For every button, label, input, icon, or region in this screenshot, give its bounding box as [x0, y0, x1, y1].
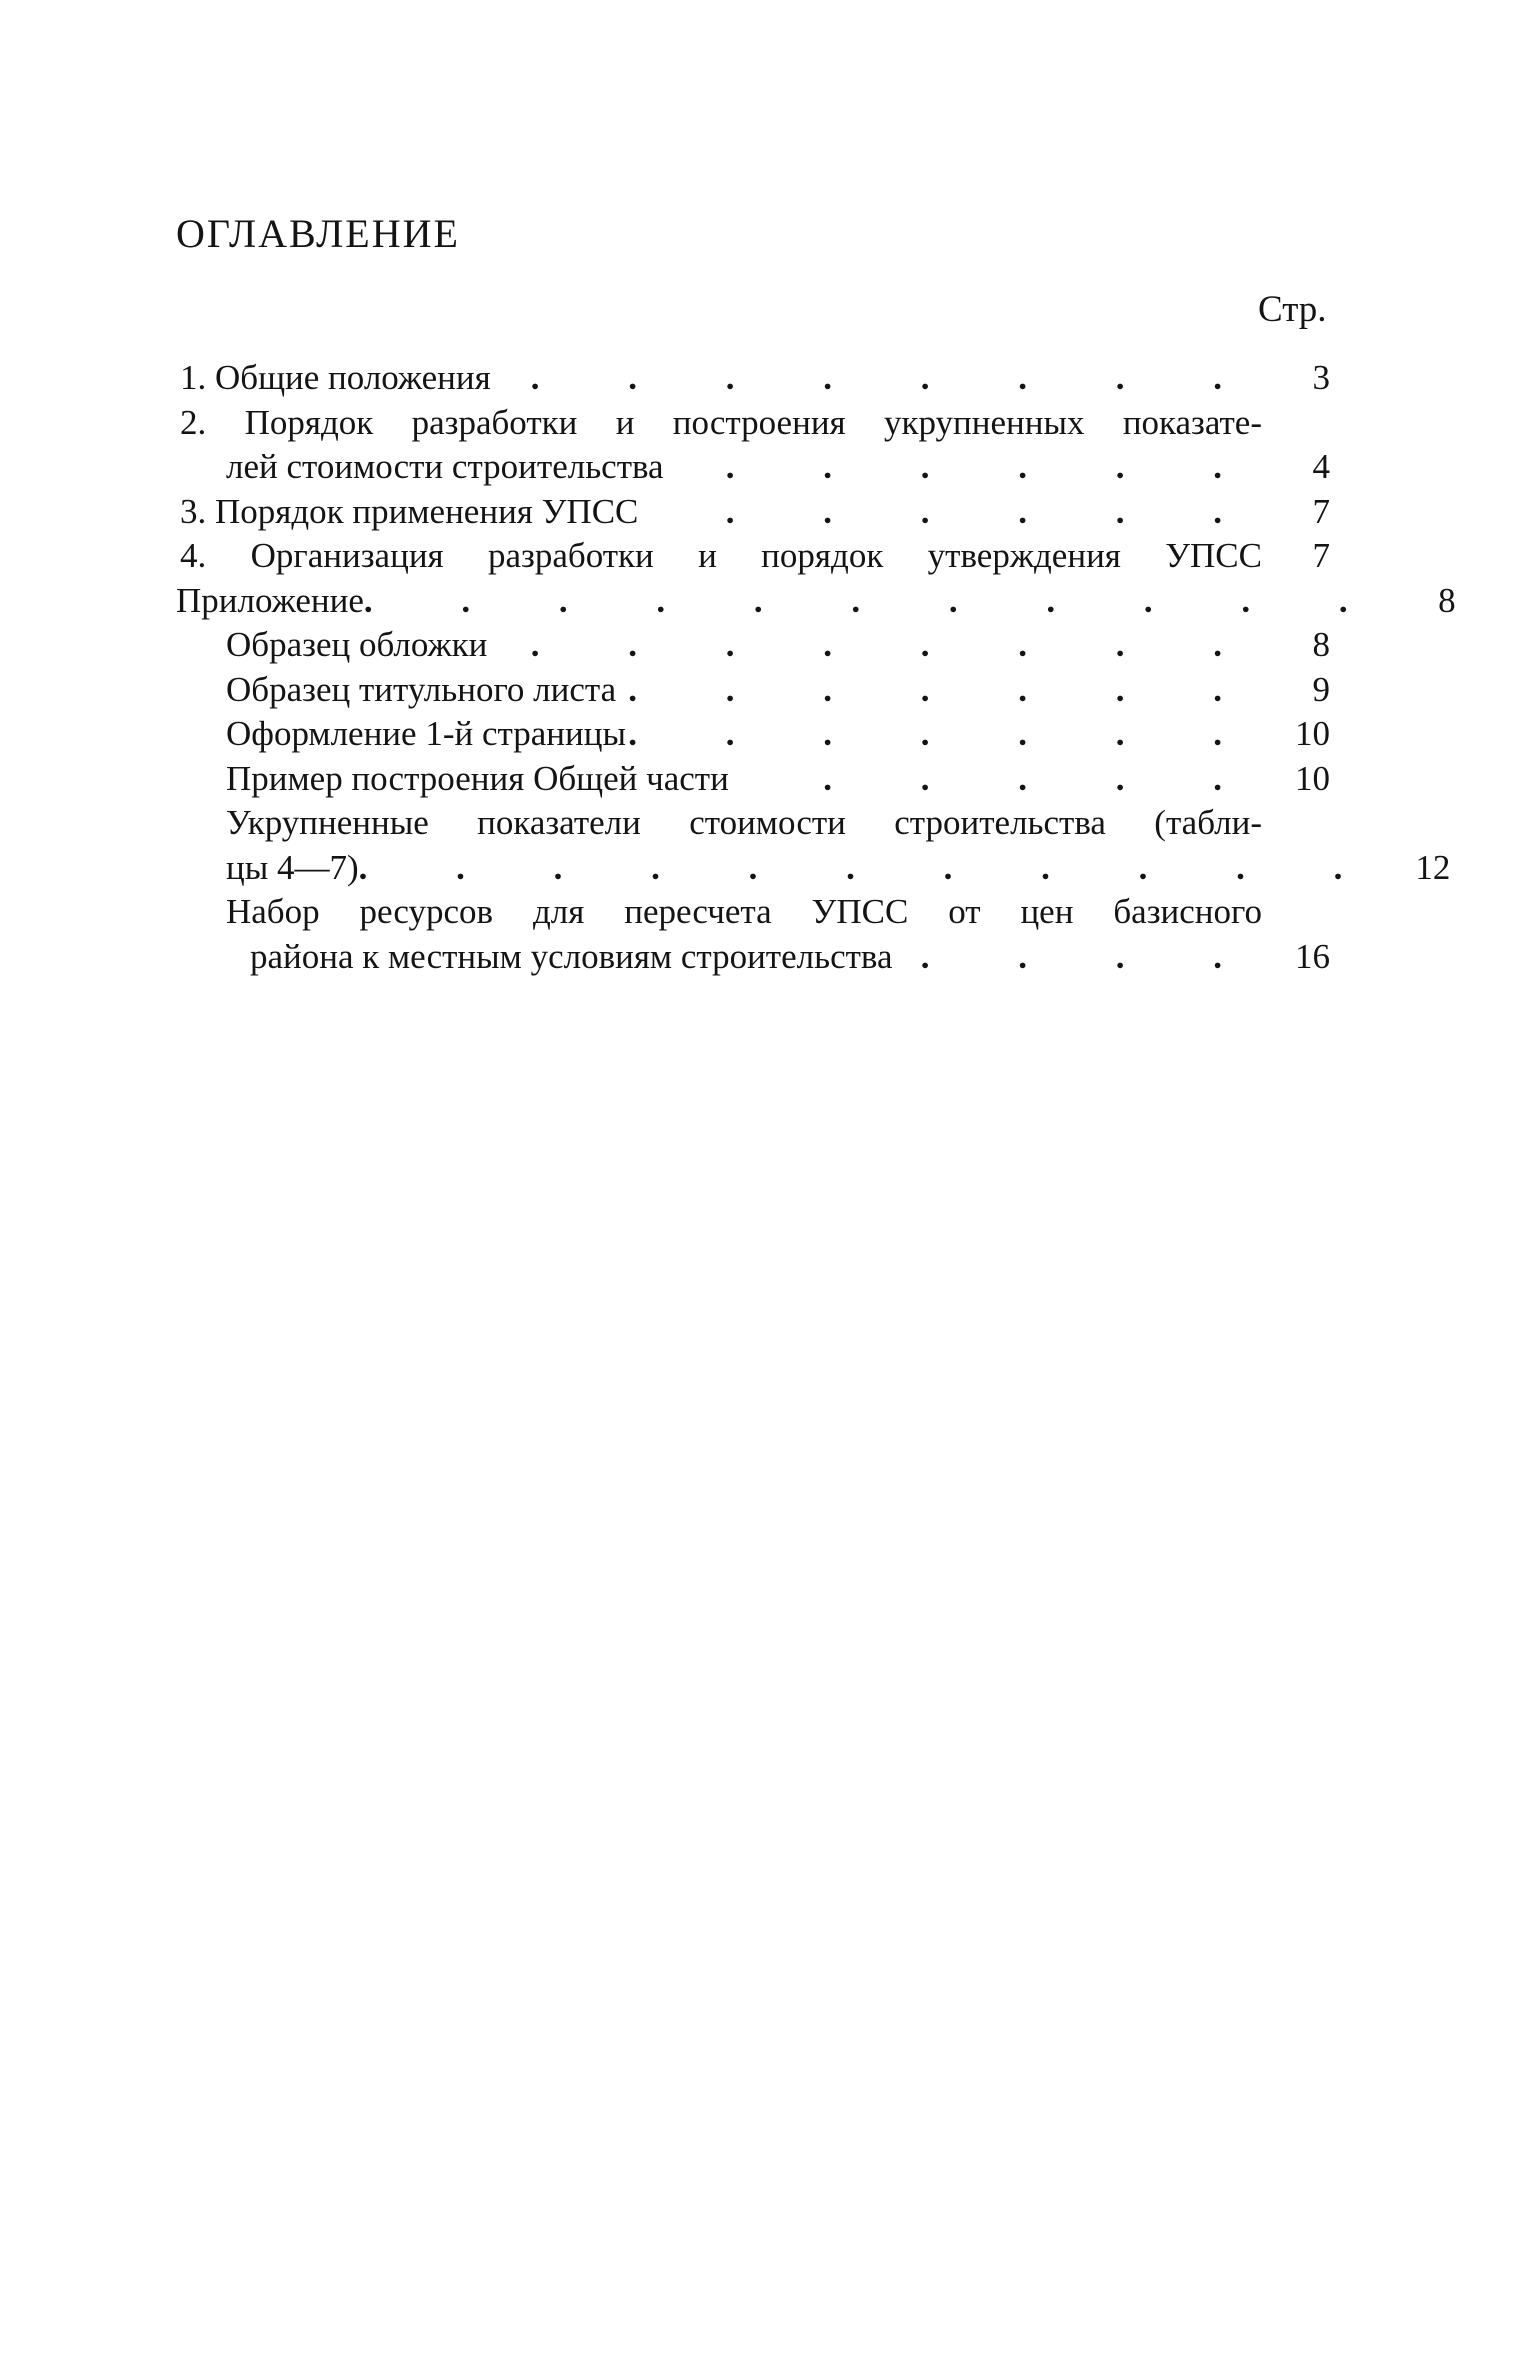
toc-entry-page: 7 [1312, 491, 1330, 531]
toc-entry-aggregated-indicators-line-1[interactable] [180, 801, 1330, 846]
toc-entry-title: 1. Общие положения [180, 358, 491, 397]
table-of-contents [176, 356, 1456, 979]
toc-entry-title: 4. Организация разработки и порядок утверждения УПСС [180, 536, 1262, 575]
toc-entry-first-page-layout[interactable] [180, 712, 1330, 757]
page-column-label: Стр. [1258, 289, 1327, 330]
toc-entry-page: 4 [1312, 447, 1330, 486]
toc-entry-title-line-1: Укрупненные показатели стоимости строительства (табли- [226, 803, 1262, 842]
toc-entry-resource-set-line-1[interactable] [180, 890, 1330, 935]
toc-entry-3[interactable] [180, 490, 1330, 535]
toc-entry-page: 10 [1295, 714, 1330, 753]
toc-entry-title-line-2: лей стоимости строительства [226, 447, 664, 486]
toc-entry-title: Пример построения Общей части [226, 758, 729, 798]
toc-entry-aggregated-indicators-line-2[interactable] [180, 846, 1451, 891]
toc-entry-title: Приложение [176, 580, 364, 620]
toc-entry-page: 9 [1312, 669, 1330, 709]
dot-leader: . . . . [920, 936, 1262, 976]
dot-leader: . . . . . . . . . . . [363, 580, 1388, 620]
dot-leader: . . . . . . [725, 491, 1262, 531]
toc-entry-page: 10 [1295, 758, 1330, 798]
toc-entry-2-line-1[interactable] [180, 401, 1330, 446]
dot-leader: . . . . . . [725, 447, 1262, 486]
toc-entry-title: 3. Порядок применения УПСС [180, 491, 639, 531]
toc-entry-page: 8 [1312, 625, 1330, 664]
toc-entry-page: 8 [1438, 580, 1456, 620]
page-heading: ОГЛАВЛЕНИЕ [176, 211, 460, 256]
dot-leader: . . . . . [823, 758, 1262, 798]
dot-leader: . . . . . . . [628, 669, 1262, 709]
toc-entry-title-line-1: Набор ресурсов для пересчета УПСС от цен базисного [226, 892, 1262, 931]
toc-entry-title-page-sample[interactable] [180, 668, 1330, 713]
toc-entry-title: Оформление 1-й страницы [226, 714, 626, 753]
dot-leader: . . . . . . . . [530, 358, 1262, 397]
toc-entry-page: 16 [1295, 936, 1330, 976]
dot-leader: . . . . . . . . . . . [358, 847, 1383, 887]
toc-entry-title-line-2: цы 4—7) [226, 847, 359, 887]
toc-entry-1[interactable] [180, 356, 1330, 401]
toc-entry-title: Образец обложки [226, 625, 488, 664]
toc-entry-title: Образец титульного листа [226, 669, 617, 709]
toc-entry-cover-sample[interactable] [180, 623, 1330, 668]
toc-entry-general-part-example[interactable] [180, 757, 1330, 802]
toc-entry-page: 12 [1415, 847, 1451, 887]
toc-entry-resource-set-line-2[interactable] [180, 935, 1330, 980]
toc-entry-title-line-1: 2. Порядок разработки и построения укрупненных показате- [180, 402, 1262, 442]
dot-leader: . . . . . . . . [530, 625, 1262, 664]
toc-entry-page: 3 [1312, 358, 1330, 397]
toc-entry-appendix[interactable] [176, 579, 1456, 624]
toc-entry-page: 7 [1312, 536, 1330, 575]
toc-entry-2-line-2[interactable] [180, 445, 1330, 490]
dot-leader: . . . . . . . [628, 714, 1262, 753]
toc-entry-title-line-2: района к местным условиям строительства [250, 936, 893, 976]
toc-entry-4[interactable] [180, 534, 1330, 579]
